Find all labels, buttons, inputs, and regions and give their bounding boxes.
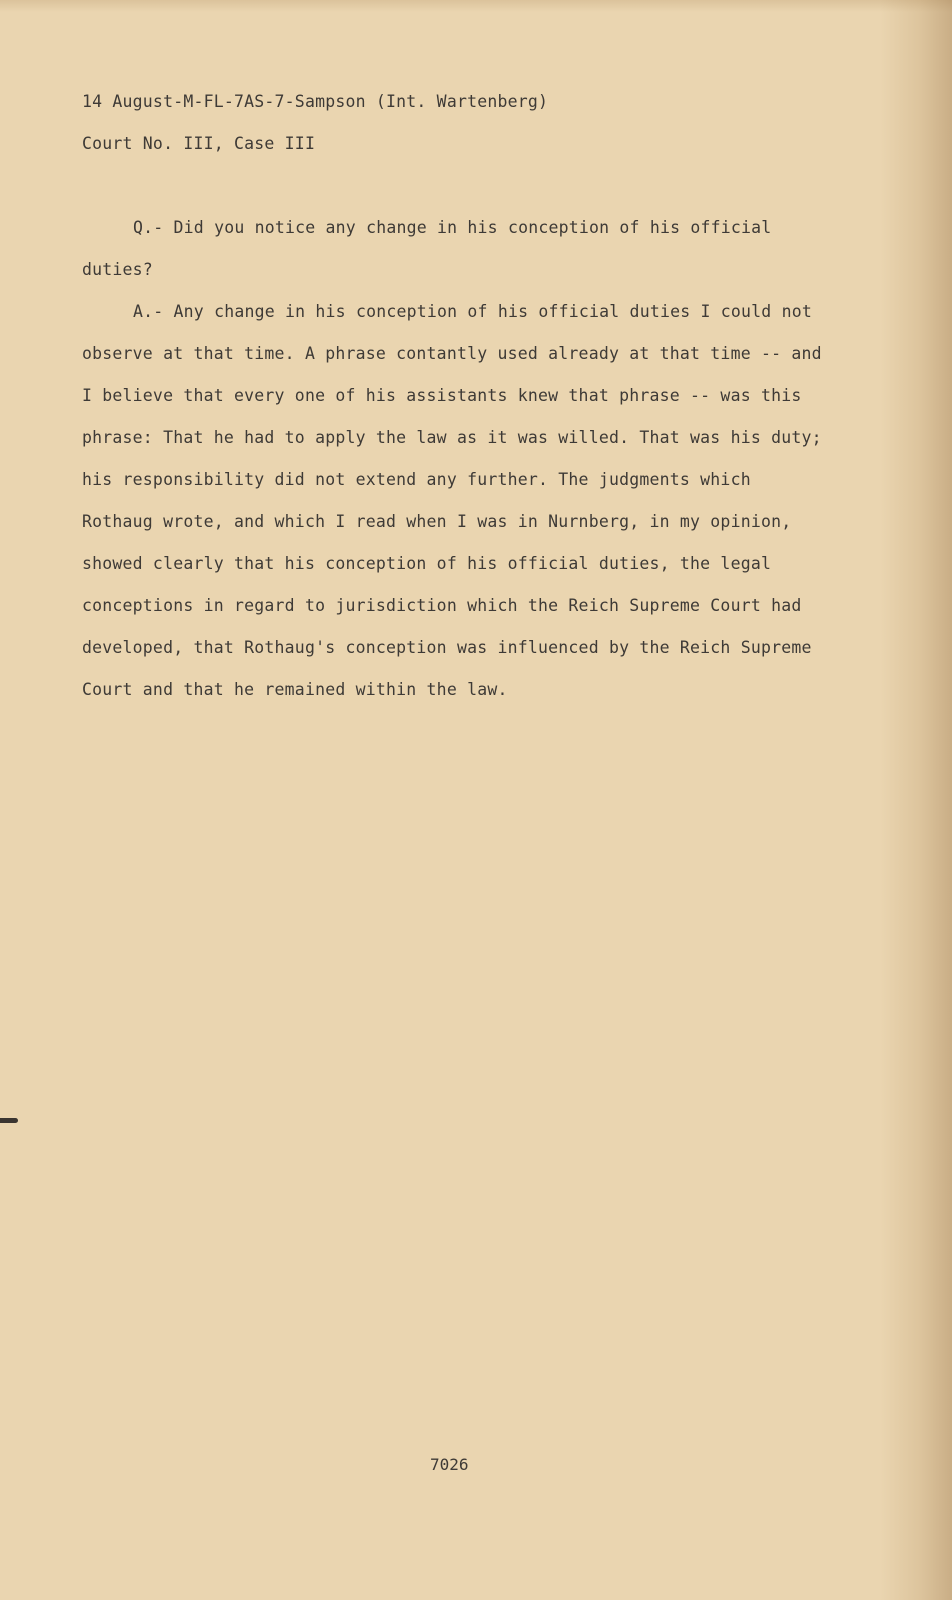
scan-edge-mark xyxy=(0,1118,18,1123)
answer-line-1: A.- Any change in his conception of his official duties I could not xyxy=(133,302,812,321)
answer-line-5: his responsibility did not extend any further. The judgments which xyxy=(82,470,751,489)
question-line-1: Q.- Did you notice any change in his conception of his official xyxy=(133,218,772,237)
answer-line-10: Court and that he remained within the law. xyxy=(82,680,508,699)
question-line-2: duties? xyxy=(82,260,153,279)
answer-line-2: observe at that time. A phrase contantly used already at that time -- and xyxy=(82,344,822,363)
answer-line-9: developed, that Rothaug's conception was influenced by the Reich Supreme xyxy=(82,638,812,657)
answer-line-3: I believe that every one of his assistants knew that phrase -- was this xyxy=(82,386,802,405)
page-number: 7026 xyxy=(430,1455,469,1474)
answer-line-8: conceptions in regard to jurisdiction which the Reich Supreme Court had xyxy=(82,596,802,615)
answer-line-6: Rothaug wrote, and which I read when I was in Nurnberg, in my opinion, xyxy=(82,512,792,531)
document-header-reference: 14 August-M-FL-7AS-7-Sampson (Int. Wartenberg) xyxy=(82,92,549,111)
answer-line-4: phrase: That he had to apply the law as it was willed. That was his duty; xyxy=(82,428,822,447)
document-header-court: Court No. III, Case III xyxy=(82,134,316,153)
answer-line-7: showed clearly that his conception of his official duties, the legal xyxy=(82,554,772,573)
